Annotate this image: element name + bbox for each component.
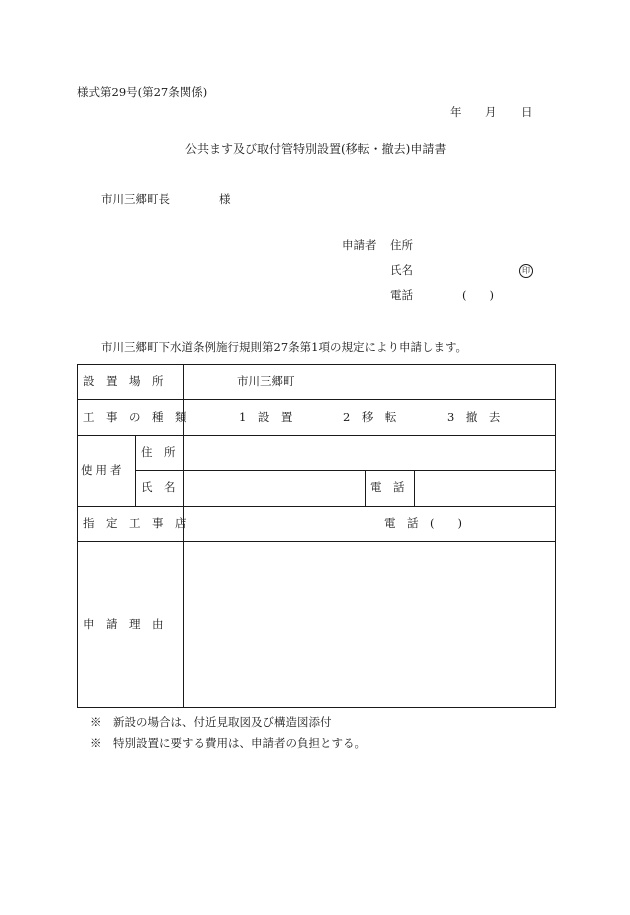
- work-option-remove: 3 撤 去: [447, 410, 501, 424]
- note-2: ※ 特別設置に要する費用は、申請者の負担とする。: [90, 736, 366, 750]
- seal-mark: 印: [519, 264, 533, 278]
- work-type-label: 工 事 の 種 類: [83, 410, 187, 424]
- date-year: 年: [450, 105, 462, 119]
- date-day: 日: [521, 105, 533, 119]
- date-month: 月: [485, 105, 497, 119]
- work-option-relocate: 2 移 転: [343, 410, 397, 424]
- contractor-phone: 電 話 ( ): [384, 516, 462, 530]
- applicant-phone-label: 電話: [390, 288, 413, 302]
- work-option-install: 1 設 置: [239, 410, 293, 424]
- user-name-label: 氏 名: [141, 480, 176, 494]
- location-label: 設 置 場 所: [83, 374, 164, 388]
- page-title: 公共ます及び取付管特別設置(移転・撤去)申請書: [185, 142, 447, 156]
- addressee: 市川三郷町長: [101, 192, 170, 206]
- user-address-label: 住 所: [141, 445, 176, 459]
- location-value: 市川三郷町: [237, 374, 295, 388]
- honorific: 様: [219, 192, 231, 206]
- applicant-phone-paren: ( ): [462, 288, 494, 302]
- seal-icon: [519, 264, 533, 278]
- contractor-label: 指 定 工 事 店: [83, 516, 187, 530]
- applicant-address-label: 住所: [390, 238, 413, 252]
- applicant-label: 申請者: [342, 238, 377, 252]
- statement: 市川三郷町下水道条例施行規則第27条第1項の規定により申請します。: [101, 340, 468, 354]
- note-1: ※ 新設の場合は、付近見取図及び構造図添付: [90, 715, 332, 729]
- reason-label: 申 請 理 由: [83, 617, 164, 631]
- user-label: 使用者: [81, 463, 125, 477]
- applicant-name-label: 氏名: [390, 263, 413, 277]
- user-phone-label: 電 話: [370, 480, 405, 494]
- form-number: 様式第29号(第27条関係): [77, 85, 208, 99]
